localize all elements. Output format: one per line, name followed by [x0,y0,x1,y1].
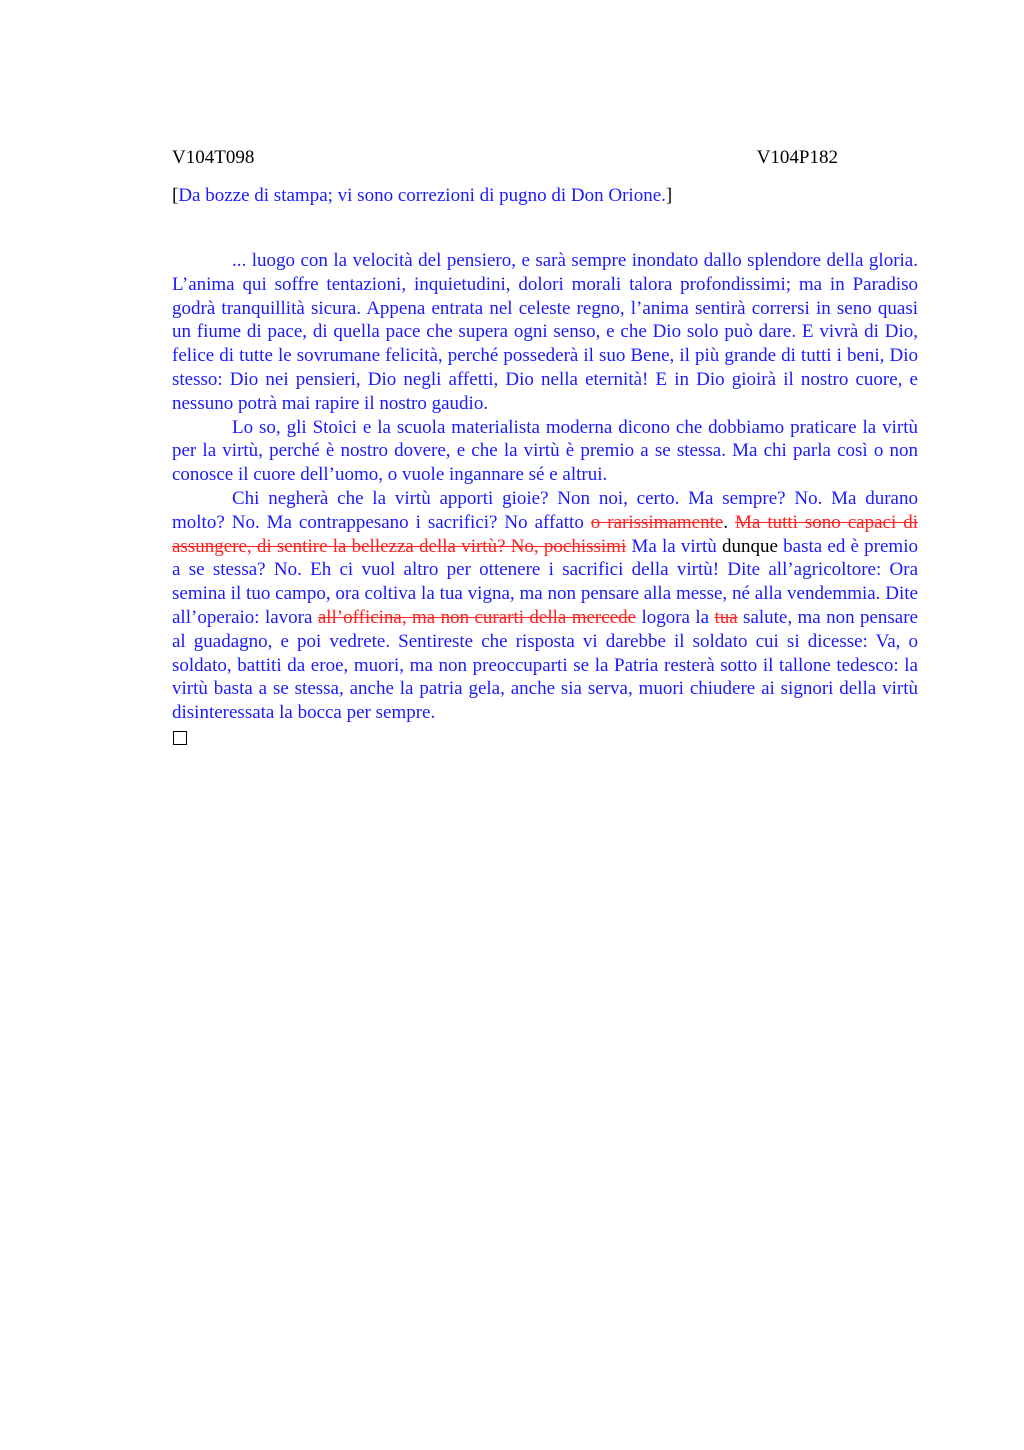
paragraph-3-segment: logora la [636,606,715,628]
paragraph-3-segment: salute, ma non pensare al guadagno, e poi vedrete. Sentireste che risposta vi darebbe il soldato cui si dicesse: Va, o soldato, battiti da eroe, muori, ma non preoccuparti se la Patria resterà sotto il tallone tedesco: la virtù basta a se stessa, anche la patria gela, anche sia serva, muori chiudere ai signori della virtù disinteressata la bocca per sempre. [172,606,918,724]
note-open-bracket: [ [172,185,179,206]
editorial-note [172,184,918,208]
paragraph-3 [172,487,918,725]
note-text: Da bozze di stampa; vi sono correzioni di pugno di Don Orione. [178,185,666,206]
document-header [172,146,838,170]
body-text [172,249,918,745]
document-page [172,146,918,745]
deleted-text: o rarissimamente [590,511,724,533]
paragraph-1: ... luogo con la velocità del pensiero, e sarà sempre inondato dallo splendore della gloria. L’anima qui soffre tentazioni, inquietudini, dolori morali talora profondissimi; ma in Paradiso godrà tranquillità sicura. Appena entrata nel celeste regno, l’anima sentirà corrersi in seno quasi un fiume di pace, di quella pace che supera ogni senso, e che Dio solo può dare. E vivrà di Dio, felice di tutte le sovrumane felicità, perché possederà il suo Bene, il più grande di tutti i beni, Dio stesso: Dio nei pensieri, Dio negli affetti, Dio nella eternità! E in Dio gioirà il nostro cuore, e nessuno potrà mai rapire il nostro gaudio. [172,250,918,414]
inserted-word: dunque [722,535,778,557]
deleted-text: tua [714,606,738,628]
deleted-text: all’officina, ma non curarti della mercede [317,606,637,628]
paragraph-2: Lo so, gli Stoici e la scuola materialista moderna dicono che dobbiamo praticare la virtù per la virtù, perché è nostro dovere, e che la virtù è premio a se stessa. Ma chi parla così o non conosce il cuore dell’uomo, o vuole ingannare sé e altrui. [172,416,918,486]
note-close-bracket: ] [665,185,673,206]
document-code-left: V104T098 [172,147,255,168]
paragraph-3-segment: Chi negherà che la virtù apporti gioie? Non noi, certo. Ma sempre? No. Ma durano molto? No. Ma contrappesano i sacrifici? No affatto [172,487,918,533]
deleted-text: Ma tutti sono capaci di assungere, di sentire la bellezza della virtù? No, pochissimi [172,511,918,557]
document-code-right: V104P182 [756,147,838,168]
paragraph-3-segment: basta ed è premio a se stessa? No. Eh ci vuol altro per ottenere i sacrifici della virtù! Dite all’agricoltore: Ora semina il tuo campo, ora coltiva la tua vigna, ma non pensare alla messe, né alla vendemmia. Dite all’operaio: lavora [172,535,918,628]
paragraph-3-segment: . [723,511,736,533]
end-marker-box [173,731,187,745]
paragraph-3-segment: Ma la virtù [626,535,722,557]
